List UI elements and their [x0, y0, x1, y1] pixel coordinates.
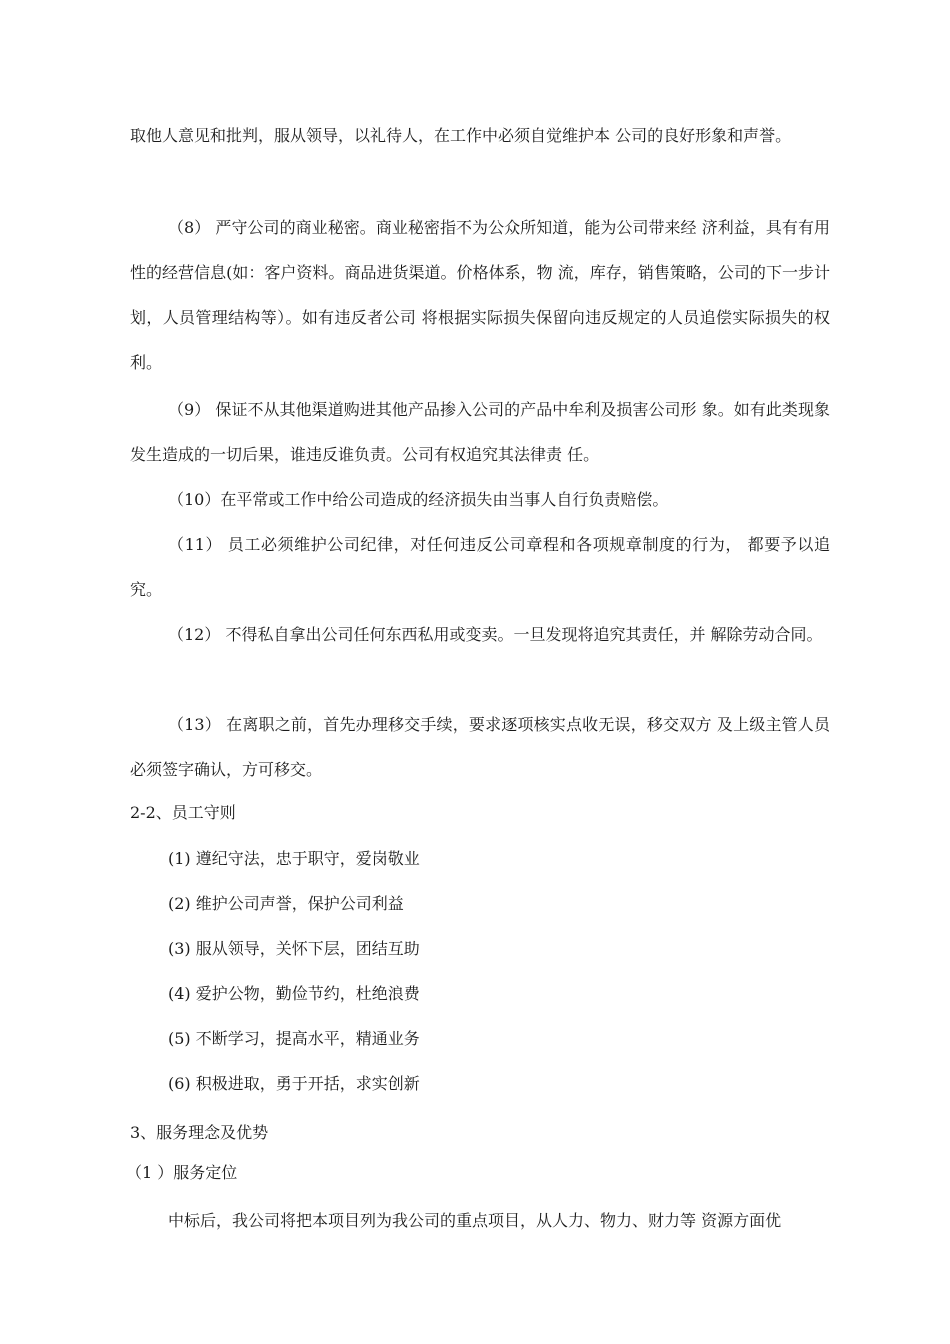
paragraph-final: 中标后，我公司将把本项目列为我公司的重点项目，从人力、物力、财力等 资源方面优	[168, 1211, 782, 1230]
rule-item-1: (1) 遵纪守法，忠于职守，爱岗敬业	[168, 849, 420, 868]
section-heading-3: 3、服务理念及优势	[130, 1123, 269, 1142]
paragraph-item-8: （8） 严守公司的商业秘密。商业秘密指不为公众所知道，能为公司带来经 济利益，具有有用性的经营信息(如：客户资料。商品进货渠道。价格体系，物 流，库存，销售策略，公司的下一步计划，人员管理结构等）。如有违反者公司 将根据实际损失保留向违反规定的人员追偿实际损失的权利。	[130, 218, 830, 372]
paragraph-item-10: （10）在平常或工作中给公司造成的经济损失由当事人自行负责赔偿。	[168, 490, 669, 509]
subsection-heading-1: （1 ）服务定位	[126, 1163, 238, 1182]
paragraph-item-12: （12） 不得私自拿出公司任何东西私用或变卖。一旦发现将追究其责任，并 解除劳动合同。	[168, 625, 823, 644]
rule-item-2: (2) 维护公司声誉，保护公司利益	[168, 894, 404, 913]
rule-item-5: (5) 不断学习，提高水平，精通业务	[168, 1029, 420, 1048]
rule-item-6: (6) 积极进取，勇于开括，求实创新	[168, 1074, 420, 1093]
rule-item-4: (4) 爱护公物，勤俭节约，杜绝浪费	[168, 984, 420, 1003]
paragraph-item-9: （9） 保证不从其他渠道购进其他产品掺入公司的产品中牟利及损害公司形 象。如有此类现象发生造成的一切后果，谁违反谁负责。公司有权追究其法律责 任。	[130, 400, 830, 464]
paragraph-continuation: 取他人意见和批判，服从领导，以礼待人，在工作中必须自觉维护本 公司的良好形象和声誉。	[130, 126, 792, 145]
paragraph-item-13: （13） 在离职之前，首先办理移交手续，要求逐项核实点收无误，移交双方 及上级主管人员必须签字确认，方可移交。	[130, 715, 830, 779]
paragraph-item-11: （11） 员工必须维护公司纪律，对任何违反公司章程和各项规章制度的行为， 都要予以追究。	[130, 535, 830, 599]
rule-item-3: (3) 服从领导，关怀下层，团结互助	[168, 939, 420, 958]
section-heading-2-2: 2-2、员工守则	[130, 803, 236, 822]
